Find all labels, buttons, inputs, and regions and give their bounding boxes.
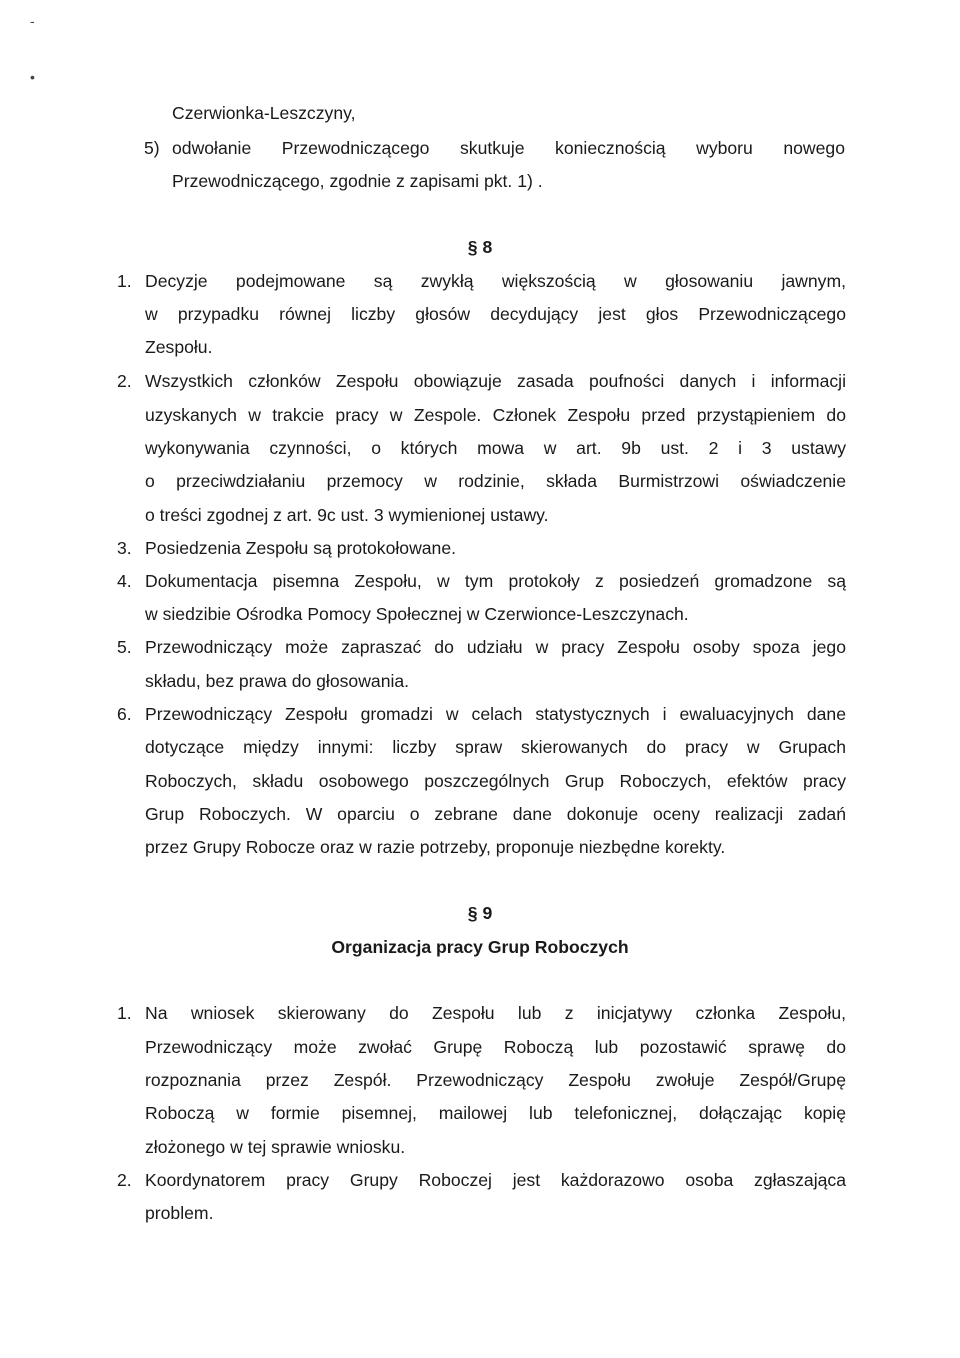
s9-item-1-line-4: Roboczą w formie pisemnej, mailowej lub telefonicznej, dołączając kopię bbox=[145, 1103, 846, 1123]
s8-item-5-line-1: Przewodniczący może zapraszać do udziału w pracy Zespołu osoby spoza jego bbox=[145, 637, 846, 657]
s8-item-6-line-2: dotyczące między innymi: liczby spraw skierowanych do pracy w Grupach bbox=[145, 737, 846, 757]
s8-item-1-line-3: Zespołu. bbox=[145, 337, 213, 357]
s8-item-2-line-3: wykonywania czynności, o których mowa w art. 9b ust. 2 i 3 ustawy bbox=[145, 438, 846, 458]
s9-item-1-line-3: rozpoznania przez Zespół. Przewodniczący Zespołu zwołuje Zespół/Grupę bbox=[145, 1070, 846, 1090]
s8-item-4-number: 4. bbox=[117, 571, 132, 591]
s8-item-6-line-1: Przewodniczący Zespołu gromadzi w celach statystycznych i ewaluacyjnych dane bbox=[145, 704, 846, 724]
s8-item-3-line-1: Posiedzenia Zespołu są protokołowane. bbox=[145, 538, 457, 558]
s8-item-1-number: 1. bbox=[117, 271, 132, 291]
s8-item-3-number: 3. bbox=[117, 538, 132, 558]
s8-item-6-line-5: przez Grupy Robocze oraz w razie potrzeby, proponuje niezbędne korekty. bbox=[145, 837, 726, 857]
s9-item-2-line-1: Koordynatorem pracy Grupy Roboczej jest każdorazowo osoba zgłaszająca bbox=[145, 1170, 846, 1190]
section-8-heading: § 8 bbox=[467, 237, 493, 257]
s8-item-2-line-1: Wszystkich członków Zespołu obowiązuje zasada poufności danych i informacji bbox=[145, 371, 846, 391]
s8-item-1-line-2: w przypadku równej liczby głosów decydujący jest głos Przewodniczącego bbox=[145, 304, 846, 324]
s9-item-2-line-2: problem. bbox=[145, 1203, 214, 1223]
s9-item-1-line-5: złożonego w tej sprawie wniosku. bbox=[145, 1137, 406, 1157]
s9-item-2-number: 2. bbox=[117, 1170, 132, 1190]
scan-mark-top: - bbox=[30, 13, 35, 29]
prev-item-line-2: Przewodniczącego, zgodnie z zapisami pkt. 1) . bbox=[172, 171, 543, 191]
s8-item-5-number: 5. bbox=[117, 637, 132, 657]
s9-item-1-line-1: Na wniosek skierowany do Zespołu lub z inicjatywy członka Zespołu, bbox=[145, 1003, 846, 1023]
s8-item-4-line-1: Dokumentacja pisemna Zespołu, w tym protokoły z posiedzeń gromadzone są bbox=[145, 571, 846, 591]
s8-item-1-line-1: Decyzje podejmowane są zwykłą większością w głosowaniu jawnym, bbox=[145, 271, 846, 291]
section-9-title: Organizacja pracy Grup Roboczych bbox=[331, 937, 629, 957]
s8-item-6-line-3: Roboczych, składu osobowego poszczególnych Grup Roboczych, efektów pracy bbox=[145, 771, 846, 791]
prev-item-line-1: odwołanie Przewodniczącego skutkuje koniecznością wyboru nowego bbox=[172, 138, 845, 158]
s8-item-6-line-4: Grup Roboczych. W oparciu o zebrane dane dokonuje oceny realizacji zadań bbox=[145, 804, 846, 824]
s8-item-6-number: 6. bbox=[117, 704, 132, 724]
s8-item-2-line-2: uzyskanych w trakcie pracy w Zespole. Członek Zespołu przed przystąpieniem do bbox=[145, 405, 846, 425]
s8-item-2-line-5: o treści zgodnej z art. 9c ust. 3 wymienionej ustawy. bbox=[145, 505, 549, 525]
intro-line: Czerwionka-Leszczyny, bbox=[172, 103, 356, 123]
s9-item-1-number: 1. bbox=[117, 1003, 132, 1023]
s8-item-5-line-2: składu, bez prawa do głosowania. bbox=[145, 671, 410, 691]
s9-item-1-line-2: Przewodniczący może zwołać Grupę Roboczą lub pozostawić sprawę do bbox=[145, 1037, 846, 1057]
prev-item-number: 5) bbox=[144, 138, 160, 158]
section-9-heading: § 9 bbox=[467, 903, 493, 923]
s8-item-2-line-4: o przeciwdziałaniu przemocy w rodzinie, składa Burmistrzowi oświadczenie bbox=[145, 471, 846, 491]
s8-item-2-number: 2. bbox=[117, 371, 132, 391]
scan-mark-second: • bbox=[30, 69, 35, 85]
s8-item-4-line-2: w siedzibie Ośrodka Pomocy Społecznej w Czerwionce-Leszczynach. bbox=[145, 604, 689, 624]
